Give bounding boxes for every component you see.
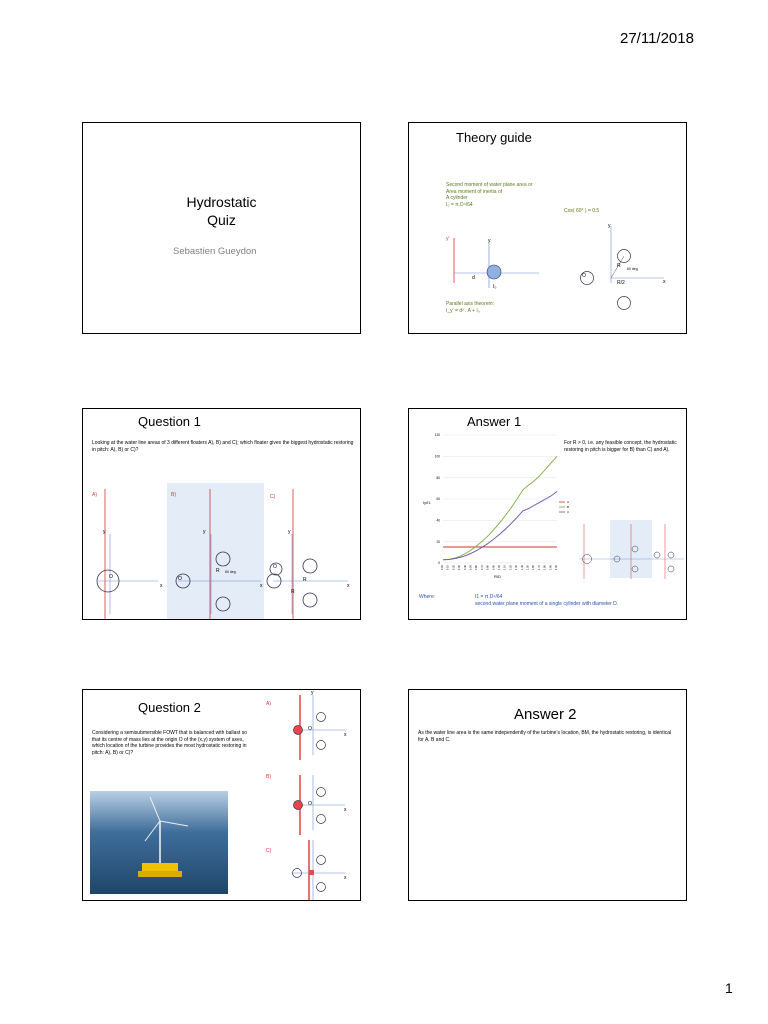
page-number: 1	[725, 980, 733, 996]
chart-xtick-label: 0.00	[441, 565, 444, 571]
slide4-answer: For R > 0, i.e. any feasible concept, the hydrostatic restoring in pitch is bigger for B) than C) and A).	[564, 440, 677, 453]
chart-xtick-label: 1.60	[532, 565, 536, 571]
slide-question-2	[82, 689, 361, 901]
label-a: A)	[92, 492, 97, 498]
slide3-title: Question 1	[138, 414, 201, 429]
label-y: y	[488, 238, 491, 244]
chart-xtick-label: 0.60	[475, 565, 479, 571]
label-y-b: y	[203, 529, 206, 535]
q2-label-x-c: x	[344, 875, 347, 881]
slide-answer-1	[408, 408, 687, 620]
slide5-title: Question 2	[138, 700, 201, 715]
label-d: d	[472, 275, 475, 281]
q2-label-x-b: x	[344, 807, 347, 813]
slide2-cos: Cos( 60° ) = 0.5	[564, 208, 600, 214]
chart-xtick-label: 1.50	[526, 565, 530, 571]
label-deg-b: 60 deg	[225, 570, 236, 574]
slide3-question: Looking at the water line areas of 3 different floaters A), B) and C); which floater gives the biggest hydrostatic restoring in pitch: A), B) or C)?	[92, 440, 354, 453]
chart-xlabel: R/D	[494, 574, 501, 579]
q2-label-o-a: O	[308, 726, 312, 732]
label-x-a: x	[160, 583, 163, 589]
label-r-c2: R	[291, 589, 295, 595]
chart-xtick-label: 0.70	[480, 565, 484, 571]
label-c: C)	[270, 494, 276, 500]
chart-ytick-label: 120	[434, 433, 440, 438]
slide-question-1	[82, 408, 361, 620]
slide6-title: Answer 2	[514, 706, 577, 723]
chart-ytick-label: 80	[436, 475, 440, 480]
q2-label-c: C)	[266, 848, 272, 854]
chart-xtick-label: 0.50	[469, 565, 473, 571]
slide4-title: Answer 1	[467, 414, 522, 429]
label-o-a: O	[109, 574, 113, 580]
chart-xtick-label: 0.90	[492, 565, 496, 571]
chart-xtick-label: 1.20	[509, 565, 513, 571]
slide-theory-guide	[408, 122, 687, 334]
q2-label-b: B)	[266, 774, 271, 780]
label-x-c: x	[347, 583, 350, 589]
chart-legend-label: C	[567, 510, 570, 514]
chart-xtick-label: 0.10	[446, 565, 450, 571]
chart-legend-label: B	[567, 505, 570, 509]
chart-xtick-label: 2.00	[555, 565, 558, 571]
label-y-right: y	[608, 223, 611, 229]
q2-label-o-b: O	[308, 801, 312, 807]
label-o-c: O	[273, 564, 277, 570]
chart-xtick-label: 1.00	[498, 565, 501, 571]
chart-xtick-label: 1.30	[515, 565, 519, 571]
label-y-a: y	[103, 529, 106, 535]
chart-xtick-label: 0.80	[486, 565, 490, 571]
question2-diagram	[83, 690, 360, 900]
q2-label-a: A)	[266, 701, 271, 707]
label-r2: R/2	[617, 280, 625, 286]
chart-legend-label: A	[567, 500, 570, 504]
label-y-c: y	[288, 529, 291, 535]
chart-xtick-label: 0.30	[458, 565, 462, 571]
chart-ytick-label: 20	[436, 539, 440, 544]
slide2-parallel: Parallel axis theorem: I_y' = d² . A + I₀	[446, 301, 495, 314]
question1-diagram	[83, 409, 360, 619]
chart-xtick-label: 1.90	[549, 565, 553, 571]
chart-xtick-label: 1.40	[520, 565, 524, 571]
label-r-b: R	[216, 568, 220, 574]
slide-answer-2	[408, 689, 687, 901]
chart-ytick-label: 40	[436, 518, 440, 523]
label-x: x	[663, 279, 666, 285]
chart-xtick-label: 1.70	[537, 565, 541, 571]
chart-xtick-label: 0.40	[463, 565, 467, 571]
q2-label-x-a: x	[344, 732, 347, 738]
slide5-question: Considering a semisubmersible FOWT that is balanced with ballast so that its centre of mass lies at the origin O of the (x,y) system of axes, which location of the turbine provides the most hydrostatic restoring in pitch: A), B) or C)?	[92, 730, 247, 756]
q2-label-y: y	[311, 690, 314, 696]
label-o-b: O	[178, 576, 182, 582]
chart-xtick-label: 0.20	[452, 565, 456, 571]
slide2-formula: Second moment of water plane area or Area moment of inertia of A cylinder I₀ = π.D⁴/64	[446, 182, 533, 208]
label-x-b: x	[260, 583, 263, 589]
slide1-author: Sebastien Gueydon	[173, 246, 257, 257]
chart-ytick-label: 0	[438, 561, 440, 566]
chart-ylabel: Iy/I1	[423, 500, 431, 505]
slide2-title: Theory guide	[456, 130, 532, 145]
chart-ytick-label: 100	[434, 454, 440, 459]
chart-ytick-label: 60	[436, 497, 440, 502]
label-deg: 60 deg	[627, 267, 638, 271]
slide1-title: Hydrostatic Quiz	[186, 194, 257, 228]
label-o: O	[582, 273, 586, 279]
answer1-thumbnail	[409, 409, 686, 619]
label-r-c: R	[303, 577, 307, 583]
header-date: 27/11/2018	[620, 30, 694, 47]
chart-xtick-label: 1.80	[543, 565, 547, 571]
label-r: R	[617, 263, 621, 269]
label-y-prime: y'	[446, 236, 450, 242]
slide4-where: I1 = π.D⁴/64 second water plane moment of a single cylinder with diameter D.	[475, 594, 619, 607]
slide-title	[82, 122, 361, 334]
label-i0: I₀	[493, 284, 497, 290]
slide6-answer: As the water line area is the same independently of the turbine’s location, BM, the hydrostatic restoring, is identical for A, B and C.	[418, 730, 672, 743]
label-b: B)	[171, 492, 176, 498]
chart-xtick-label: 1.10	[503, 565, 507, 571]
slide4-where-label: Where:	[419, 594, 436, 600]
